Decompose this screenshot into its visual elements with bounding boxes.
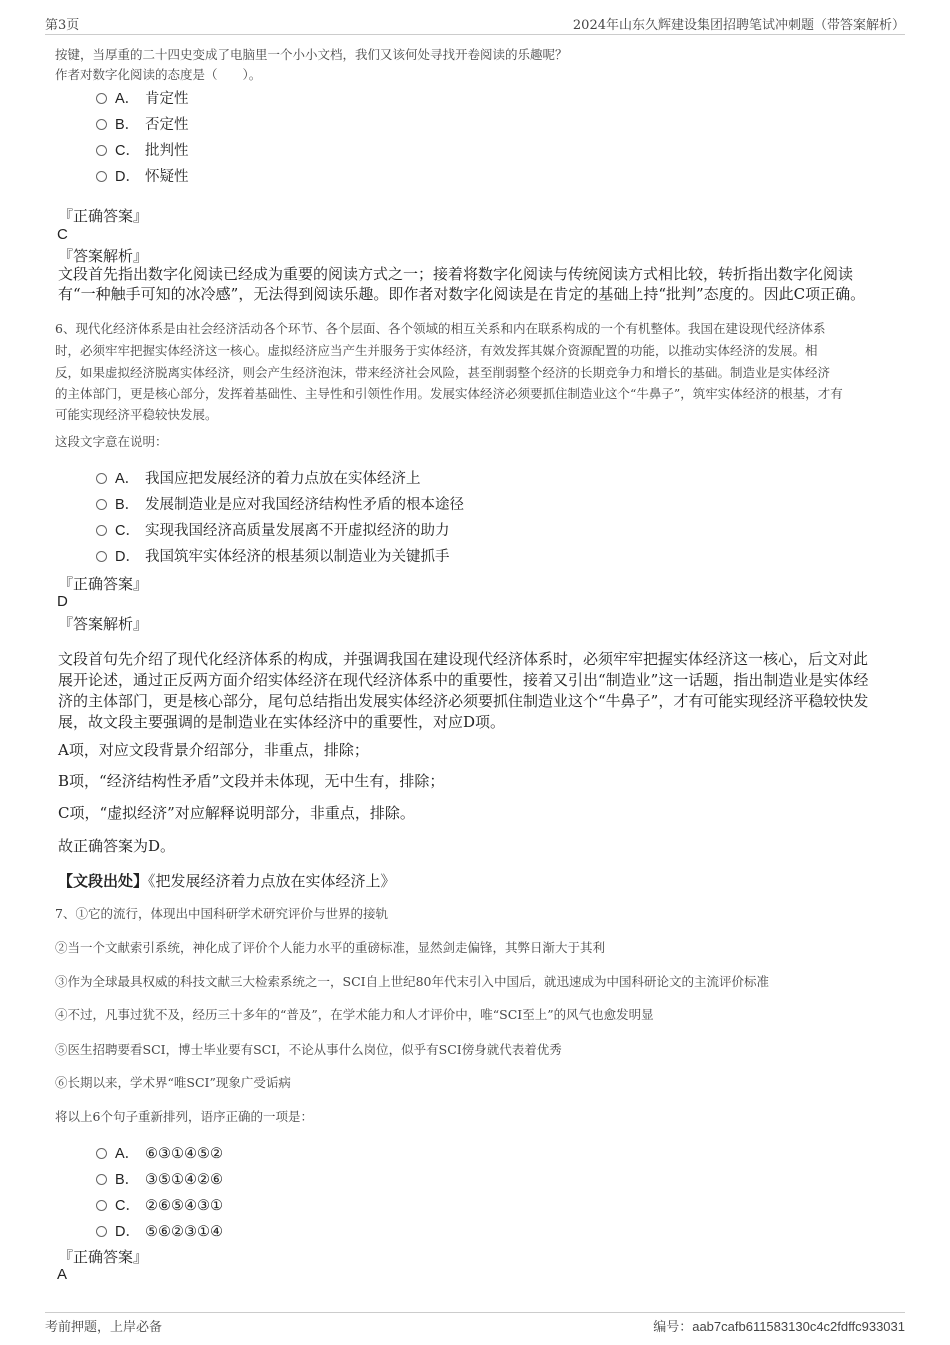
q6-answer: D xyxy=(57,593,68,610)
page-footer xyxy=(45,1312,905,1337)
q5-option-a[interactable]: A． 肯定性 xyxy=(96,87,189,109)
page-header xyxy=(45,14,905,35)
q6-source-title: 《把发展经济着力点放在实体经济上》 xyxy=(148,872,396,890)
q7-sentence-5: ⑤医生招聘要看SCI，博士毕业要有SCI，不论从事什么岗位，似乎有SCI傍身就代表着优秀 xyxy=(55,1042,562,1057)
radio-icon[interactable] xyxy=(96,93,107,104)
q6-analysis-label: 『答案解析』 xyxy=(58,615,149,633)
q7-option-a[interactable]: A． ⑥③①④⑤② xyxy=(96,1142,223,1164)
q7-answer-label: 『正确答案』 xyxy=(58,1248,149,1266)
q7-option-b[interactable]: B． ③⑤①④②⑥ xyxy=(96,1168,223,1190)
q7-option-d[interactable]: D． ⑤⑥②③①④ xyxy=(96,1220,223,1242)
document-title: 2024年山东久辉建设集团招聘笔试冲刺题（带答案解析） xyxy=(572,18,905,33)
q5-analysis-label: 『答案解析』 xyxy=(58,247,149,265)
q6-analysis-line3: 济的主体部门，更是核心部分，尾句总结指出发展实体经济必须要抓住制造业这个“牛鼻子”，才有可能实现经济平稳较快发 xyxy=(58,692,869,710)
q6-analysis-line1: 文段首句先介绍了现代化经济体系的构成，并强调我国在建设现代经济体系时，必须牢牢把握实体经济这一核心，后文对此 xyxy=(58,650,869,668)
q6-item-c: C项，“虚拟经济”对应解释说明部分，非重点，排除。 xyxy=(58,804,415,822)
q6-item-b: B项，“经济结构性矛盾”文段并未体现，无中生有，排除； xyxy=(58,772,445,790)
q7-answer: A xyxy=(57,1266,68,1283)
q6-analysis-line2: 展开论述，通过正反两方面介绍实体经济在现代经济体系中的重要性，接着又引出“制造业”这一话题，指出制造业是实体经 xyxy=(58,671,869,689)
q6-source xyxy=(58,871,396,892)
q5-answer: C xyxy=(57,226,68,243)
q5-option-c[interactable]: C． 批判性 xyxy=(96,139,189,161)
q6-option-d[interactable]: D． 我国筑牢实体经济的根基须以制造业为关键抓手 xyxy=(96,545,450,567)
q6-answer-label: 『正确答案』 xyxy=(58,575,149,593)
radio-icon[interactable] xyxy=(96,1200,107,1211)
q5-option-b[interactable]: B． 否定性 xyxy=(96,113,189,135)
q5-analysis-line2: 有“一种触手可知的冰冷感”，无法得到阅读乐趣。即作者对数字化阅读是在肯定的基础上持“批判”态度的。因此C项正确。 xyxy=(58,285,866,303)
radio-icon[interactable] xyxy=(96,1226,107,1237)
footer-serial: 编号：aab7cafb611583130c4c2fdffc933031 xyxy=(653,1319,905,1334)
q6-stem-line1: 6、现代化经济体系是由社会经济活动各个环节、各个层面、各个领域的相互关系和内在联系构成的一个有机整体。我国在建设现代经济体系 xyxy=(55,321,826,336)
q7-sentence-3: ③作为全球最具权威的科技文献三大检索系统之一，SCI自上世纪80年代末引入中国后，就迅速成为中国科研论文的主流评价标准 xyxy=(55,974,769,989)
q7-sentence-6: ⑥长期以来，学术界“唯SCI”现象广受诟病 xyxy=(55,1075,291,1090)
radio-icon[interactable] xyxy=(96,1174,107,1185)
q6-analysis-line4: 展，故文段主要强调的是制造业在实体经济中的重要性，对应D项。 xyxy=(58,713,506,731)
q7-sentence-1: 7、①它的流行，体现出中国科研学术研究评价与世界的接轨 xyxy=(55,906,388,921)
q6-question: 这段文字意在说明： xyxy=(55,434,168,449)
q6-stem-line3: 反，如果虚拟经济脱离实体经济，则会产生经济泡沫，带来经济社会风险，甚至削弱整个经济的长期竞争力和增长的基础。制造业是实体经济 xyxy=(55,365,831,380)
radio-icon[interactable] xyxy=(96,499,107,510)
q6-option-c[interactable]: C． 实现我国经济高质量发展离不开虚拟经济的助力 xyxy=(96,519,450,541)
q5-answer-label: 『正确答案』 xyxy=(58,207,149,225)
q6-option-b[interactable]: B． 发展制造业是应对我国经济结构性矛盾的根本途径 xyxy=(96,493,464,515)
radio-icon[interactable] xyxy=(96,473,107,484)
q5-intro-line1: 按键，当厚重的二十四史变成了电脑里一个小小文档，我们又该何处寻找开卷阅读的乐趣呢？ xyxy=(55,47,568,62)
q7-sentence-4: ④不过，凡事过犹不及，经历三十多年的“普及”，在学术能力和人才评价中，唯“SCI至上”的风气也愈发明显 xyxy=(55,1007,654,1022)
q6-stem-line5: 可能实现经济平稳较快发展。 xyxy=(55,407,218,422)
radio-icon[interactable] xyxy=(96,525,107,536)
q6-option-a[interactable]: A． 我国应把发展经济的着力点放在实体经济上 xyxy=(96,467,421,489)
q5-intro-line2: 作者对数字化阅读的态度是（ ）。 xyxy=(55,67,262,82)
q5-analysis-line1: 文段首先指出数字化阅读已经成为重要的阅读方式之一；接着将数字化阅读与传统阅读方式相比较，转折指出数字化阅读 xyxy=(58,265,854,283)
q6-stem-line4: 的主体部门，更是核心部分，发挥着基础性、主导性和引领性作用。发展实体经济必须要抓住制造业这个“牛鼻子”，筑牢实体经济的根基，才有 xyxy=(55,386,843,401)
q6-source-label: 【文段出处】 xyxy=(58,872,149,890)
radio-icon[interactable] xyxy=(96,1148,107,1159)
footer-slogan: 考前押题，上岸必备 xyxy=(45,1320,163,1335)
q6-stem-line2: 时，必须牢牢把握实体经济这一核心。虚拟经济应当产生并服务于实体经济，有效发挥其媒介资源配置的功能，以推动实体经济的发展。相 xyxy=(55,343,818,358)
radio-icon[interactable] xyxy=(96,119,107,130)
radio-icon[interactable] xyxy=(96,551,107,562)
radio-icon[interactable] xyxy=(96,145,107,156)
q5-option-d[interactable]: D． 怀疑性 xyxy=(96,165,189,187)
q7-option-c[interactable]: C． ②⑥⑤④③① xyxy=(96,1194,223,1216)
q6-item-a: A项，对应文段背景介绍部分，非重点，排除； xyxy=(58,741,369,759)
page-number: 第3页 xyxy=(45,18,80,33)
q7-question: 将以上6个句子重新排列，语序正确的一项是： xyxy=(55,1109,313,1124)
radio-icon[interactable] xyxy=(96,171,107,182)
q7-sentence-2: ②当一个文献索引系统，神化成了评价个人能力水平的重磅标准，显然剑走偏锋，其弊日渐大于其利 xyxy=(55,940,606,955)
q6-conclusion: 故正确答案为D。 xyxy=(58,837,176,855)
